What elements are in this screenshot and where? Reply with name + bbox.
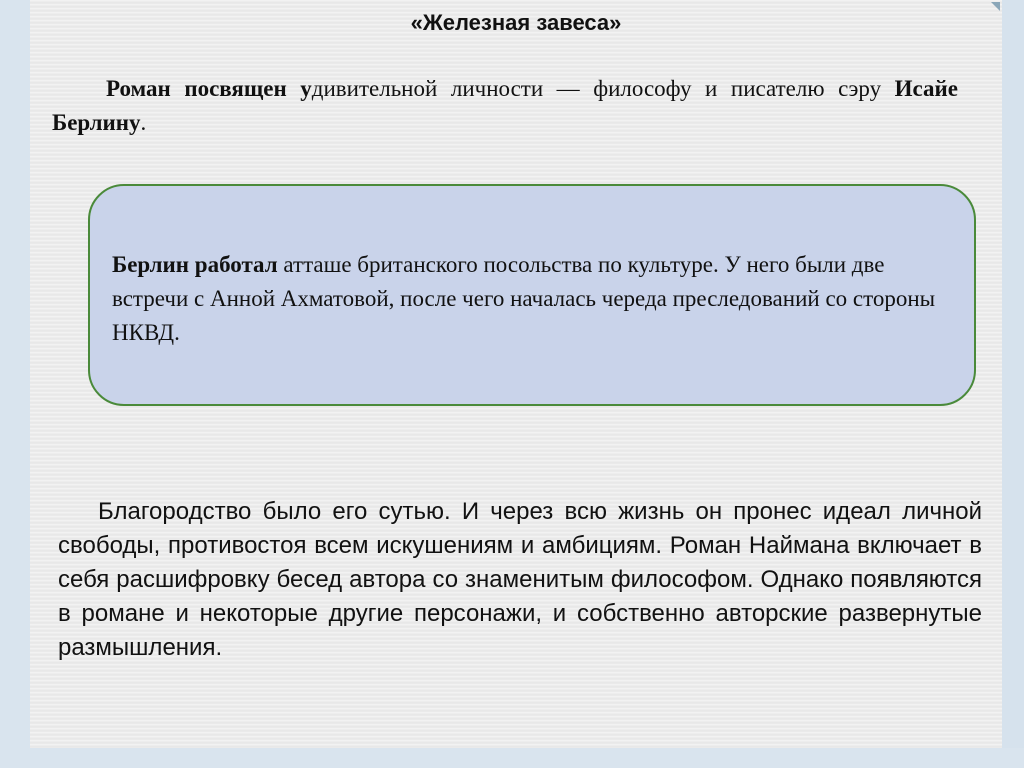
highlight-box-text <box>112 248 952 350</box>
slide-frame-right <box>1002 0 1024 768</box>
intro-bold-name: Исайе Берлину <box>52 76 959 135</box>
box-bold-lead: Берлин работал <box>112 252 278 277</box>
body-paragraph: Благородство было его сутью. И через всю жизнь он пронес идеал личной свободы, противостоя всем искушениям и амбициям. Роман Наймана включает в себя расшифровку бесед автора со знаменитым философом. Однако появляются в романе и некоторые другие персонажи, и собственно авторские развернутые размышления. <box>58 498 982 661</box>
slide <box>30 0 1002 748</box>
intro-paragraph <box>52 72 958 140</box>
box-text-body: атташе британского посольства по культуре. У него были две встречи с Анной Ахматовой, после чего началась череда преследований со стороны НКВД. <box>112 252 936 345</box>
slide-title: «Железная завеса» <box>410 10 622 35</box>
intro-text-end: . <box>140 110 147 135</box>
slide-frame-left <box>0 0 30 768</box>
highlight-box <box>88 184 976 406</box>
intro-bold-lead: Роман посвящен у <box>106 76 312 101</box>
intro-text-mid: дивительной личности — философу и писателю сэру <box>311 76 895 101</box>
slide-frame-bottom <box>0 748 1024 768</box>
